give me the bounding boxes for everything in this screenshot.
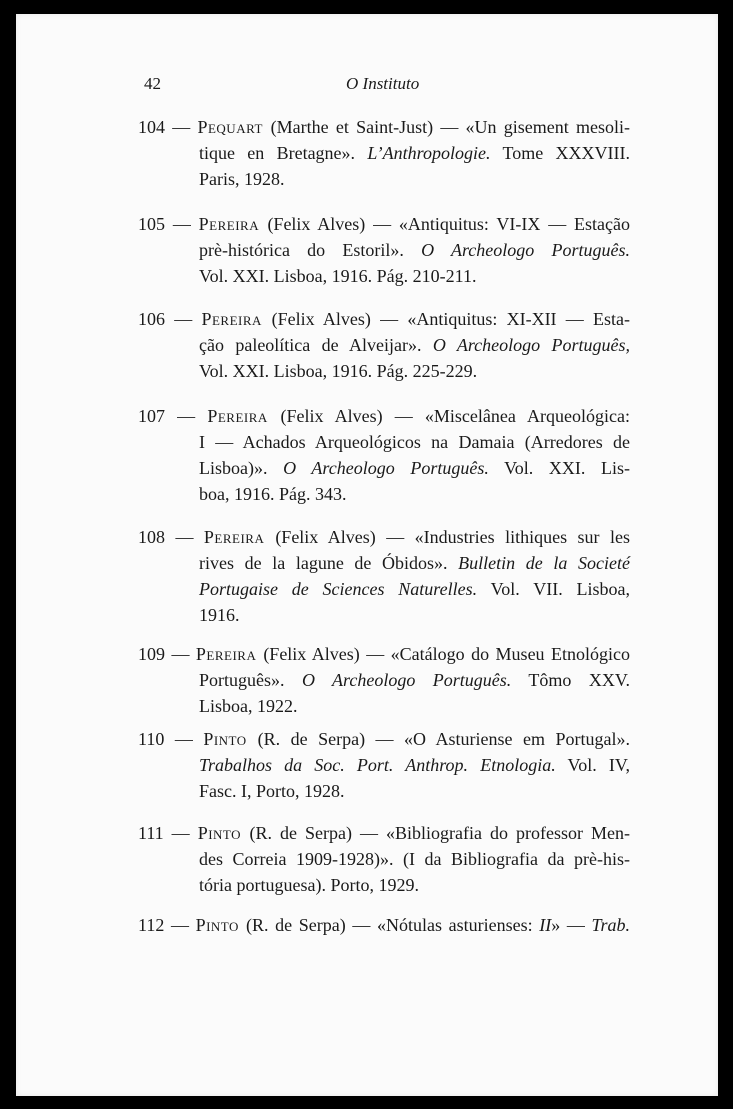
entry-line bbox=[138, 358, 630, 384]
entry-number: 112 — bbox=[138, 915, 196, 935]
entry-line bbox=[138, 667, 630, 693]
entry-line bbox=[138, 846, 630, 872]
bibliography-entry bbox=[138, 524, 630, 628]
italic-title: L’Anthropologie. bbox=[367, 143, 491, 163]
bibliography-entry bbox=[138, 114, 630, 192]
entry-text: ção paleolítica de Alveijar». bbox=[199, 335, 433, 355]
italic-title: O Archeologo Português. bbox=[421, 240, 630, 260]
entry-text: (Felix Alves) — «Catálogo do Museu Etnológico bbox=[263, 644, 630, 664]
entry-text: (Felix Alves) — «Miscelânea Arqueológica: bbox=[280, 406, 631, 426]
entry-number: 105 — bbox=[138, 214, 199, 234]
entry-text: Lisboa)». bbox=[199, 458, 284, 478]
entry-text: des Correia 1909-1928)». (I da Bibliografia da prè-his- bbox=[199, 849, 630, 869]
entry-number: 104 — bbox=[138, 117, 198, 137]
italic-title: Trab. bbox=[591, 915, 630, 935]
entry-text: Português». bbox=[199, 670, 302, 690]
italic-title: O Archeologo Português. bbox=[283, 458, 489, 478]
entry-text: Vol. XXI. Lisboa, 1916. Pág. 210-211. bbox=[199, 266, 477, 286]
entry-line bbox=[138, 211, 630, 237]
entry-author: Pinto bbox=[195, 915, 247, 935]
bibliography-entry bbox=[138, 211, 630, 289]
entry-author: Pereira bbox=[207, 406, 281, 426]
entry-line bbox=[138, 429, 630, 455]
entry-text: (Felix Alves) — «Antiquitus: XI-XII — Esta- bbox=[271, 309, 631, 329]
italic-title: O Archeologo Português. bbox=[301, 670, 512, 690]
italic-title: Bulletin de la Societé bbox=[458, 553, 630, 573]
entry-number: 108 — bbox=[138, 527, 204, 547]
bibliography-entry bbox=[138, 306, 630, 384]
entry-line bbox=[138, 140, 630, 166]
entry-line bbox=[138, 237, 630, 263]
entry-text: prè-histórica do Estoril». bbox=[199, 240, 422, 260]
entry-author: Pequart bbox=[197, 117, 271, 137]
entry-author: Pereira bbox=[195, 644, 264, 664]
entry-line bbox=[138, 693, 630, 719]
entry-text: (Felix Alves) — «Industries lithiques sur les bbox=[275, 527, 630, 547]
italic-title: O Archeologo Português, bbox=[432, 335, 630, 355]
entry-line bbox=[138, 820, 630, 846]
entry-line bbox=[138, 641, 630, 667]
running-head: O Instituto bbox=[346, 74, 420, 93]
entry-text: (R. de Serpa) — «Nótulas asturienses: bbox=[246, 915, 540, 935]
entry-line bbox=[138, 912, 630, 938]
entry-text: (Marthe et Saint-Just) — «Un gisement mesoli- bbox=[270, 117, 630, 137]
entry-number: 109 — bbox=[138, 644, 196, 664]
entry-author: Pereira bbox=[198, 214, 268, 234]
italic-title: II bbox=[539, 915, 552, 935]
entry-number: 106 — bbox=[138, 309, 202, 329]
entry-line bbox=[138, 114, 630, 140]
entry-text: Paris, 1928. bbox=[199, 169, 285, 189]
entry-author: Pinto bbox=[203, 729, 258, 749]
entry-line bbox=[138, 166, 630, 192]
entry-line bbox=[138, 455, 630, 481]
bibliography-entry bbox=[138, 912, 630, 938]
entry-line bbox=[138, 481, 630, 507]
entry-text: Tômo XXV. bbox=[511, 670, 630, 690]
entry-text: tória portuguesa). Porto, 1929. bbox=[199, 875, 419, 895]
document-page bbox=[16, 14, 718, 1096]
entry-number: 111 — bbox=[138, 823, 198, 843]
entry-text: (Felix Alves) — «Antiquitus: VI-IX — Estação bbox=[267, 214, 631, 234]
entry-line bbox=[138, 332, 630, 358]
italic-title: Trabalhos da Soc. Port. Anthrop. Etnologia. bbox=[199, 755, 556, 775]
bibliography-entry bbox=[138, 641, 630, 719]
entry-line bbox=[138, 872, 630, 898]
entry-line bbox=[138, 778, 630, 804]
entry-number: 107 — bbox=[138, 406, 208, 426]
entry-text: Vol. XXI. Lisboa, 1916. Pág. 225-229. bbox=[199, 361, 478, 381]
entry-line bbox=[138, 403, 630, 429]
page-number: 42 bbox=[144, 74, 161, 93]
entry-line bbox=[138, 602, 630, 628]
bibliography-entry bbox=[138, 820, 630, 898]
entry-author: Pinto bbox=[197, 823, 250, 843]
italic-title: Portugaise de Sciences Naturelles. bbox=[199, 579, 478, 599]
bibliography-entry bbox=[138, 403, 630, 507]
entry-line bbox=[138, 263, 630, 289]
entry-text: tique en Bretagne». bbox=[199, 143, 368, 163]
entry-text: (R. de Serpa) — «O Asturiense em Portugal». bbox=[257, 729, 630, 749]
entry-line bbox=[138, 752, 630, 778]
entry-text: Fasc. I, Porto, 1928. bbox=[199, 781, 345, 801]
entry-text: (R. de Serpa) — «Bibliografia do professor Men- bbox=[249, 823, 630, 843]
entry-text: » — bbox=[551, 915, 592, 935]
entry-author: Pereira bbox=[201, 309, 272, 329]
entry-text: Lisboa, 1922. bbox=[199, 696, 298, 716]
entry-text: rives de la lagune de Óbidos». bbox=[199, 553, 459, 573]
entry-author: Pereira bbox=[203, 527, 276, 547]
entry-text: Tome XXXVIII. bbox=[490, 143, 630, 163]
entry-line bbox=[138, 524, 630, 550]
entry-line bbox=[138, 576, 630, 602]
entry-text: I — Achados Arqueológicos na Damaia (Arredores de bbox=[199, 432, 630, 452]
entry-number: 110 — bbox=[138, 729, 204, 749]
entry-line bbox=[138, 726, 630, 752]
bibliography-entry bbox=[138, 726, 630, 804]
entry-text: Vol. IV, bbox=[555, 755, 630, 775]
entry-line bbox=[138, 306, 630, 332]
entry-text: boa, 1916. Pág. 343. bbox=[199, 484, 347, 504]
entry-line bbox=[138, 550, 630, 576]
entry-text: Vol. XXI. Lis- bbox=[488, 458, 631, 478]
entry-text: 1916. bbox=[199, 605, 240, 625]
entry-text: Vol. VII. Lisboa, bbox=[477, 579, 630, 599]
